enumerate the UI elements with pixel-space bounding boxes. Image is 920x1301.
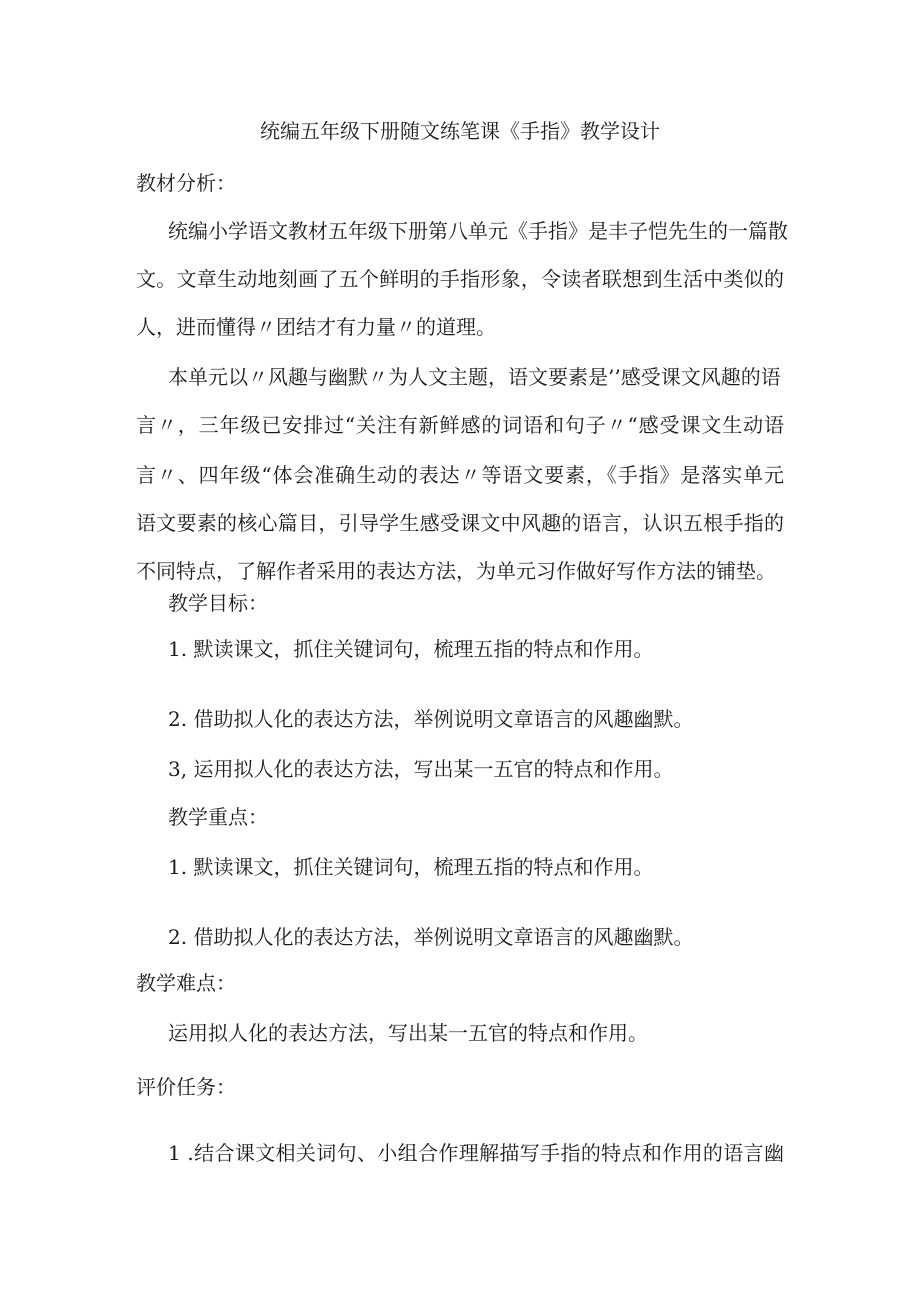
text-line: 统编小学语文教材五年级下册第八单元《手指》是丰子恺先生的一篇散 <box>168 219 788 243</box>
text-line: 语文要素的核心篇目，引导学生感受课文中风趣的语言，认识五根手指的 <box>136 511 784 535</box>
heading-material-analysis: 教材分析： <box>136 171 236 195</box>
list-item: 1. 默读课文，抓住关键词句，梳理五指的特点和作用。 <box>168 637 654 661</box>
text-line: 本单元以〃风趣与幽默〃为人文主题，语文要素是’’感受课文风趣的语 <box>168 365 781 389</box>
heading-teaching-goals: 教学目标： <box>168 591 268 615</box>
heading-key-points: 教学重点： <box>168 805 268 829</box>
text-line: 言〃、四年级“体会准确生动的表达〃等语文要素，《手指》是落实单元 <box>136 463 784 487</box>
list-item: 2. 借助拟人化的表达方法，举例说明文章语言的风趣幽默。 <box>168 925 694 949</box>
document-title: 统编五年级下册随文练笔课《手指》教学设计 <box>260 119 660 143</box>
list-item: 3, 运用拟人化的表达方法，写出某一五官的特点和作用。 <box>168 757 674 781</box>
difficulty-text: 运用拟人化的表达方法，写出某一五官的特点和作用。 <box>168 1021 648 1045</box>
list-item: 1. 默读课文，抓住关键词句，梳理五指的特点和作用。 <box>168 855 654 879</box>
heading-difficulty: 教学难点： <box>136 971 236 995</box>
heading-evaluation: 评价任务： <box>136 1075 236 1099</box>
text-line: 人，进而懂得〃团结才有力量〃的道理。 <box>136 315 496 339</box>
text-line: 文。文章生动地刻画了五个鲜明的手指形象，令读者联想到生活中类似的 <box>136 267 784 291</box>
text-line: 不同特点，了解作者采用的表达方法，为单元习作做好写作方法的铺垫。 <box>136 559 776 583</box>
evaluation-item: 1 .结合课文相关词句、小组合作理解描写手指的特点和作用的语言幽 <box>168 1141 784 1165</box>
list-item: 2. 借助拟人化的表达方法，举例说明文章语言的风趣幽默。 <box>168 707 694 731</box>
text-line: 言〃，三年级已安排过“关注有新鲜感的词语和句子〃“感受课文生动语 <box>136 413 784 437</box>
